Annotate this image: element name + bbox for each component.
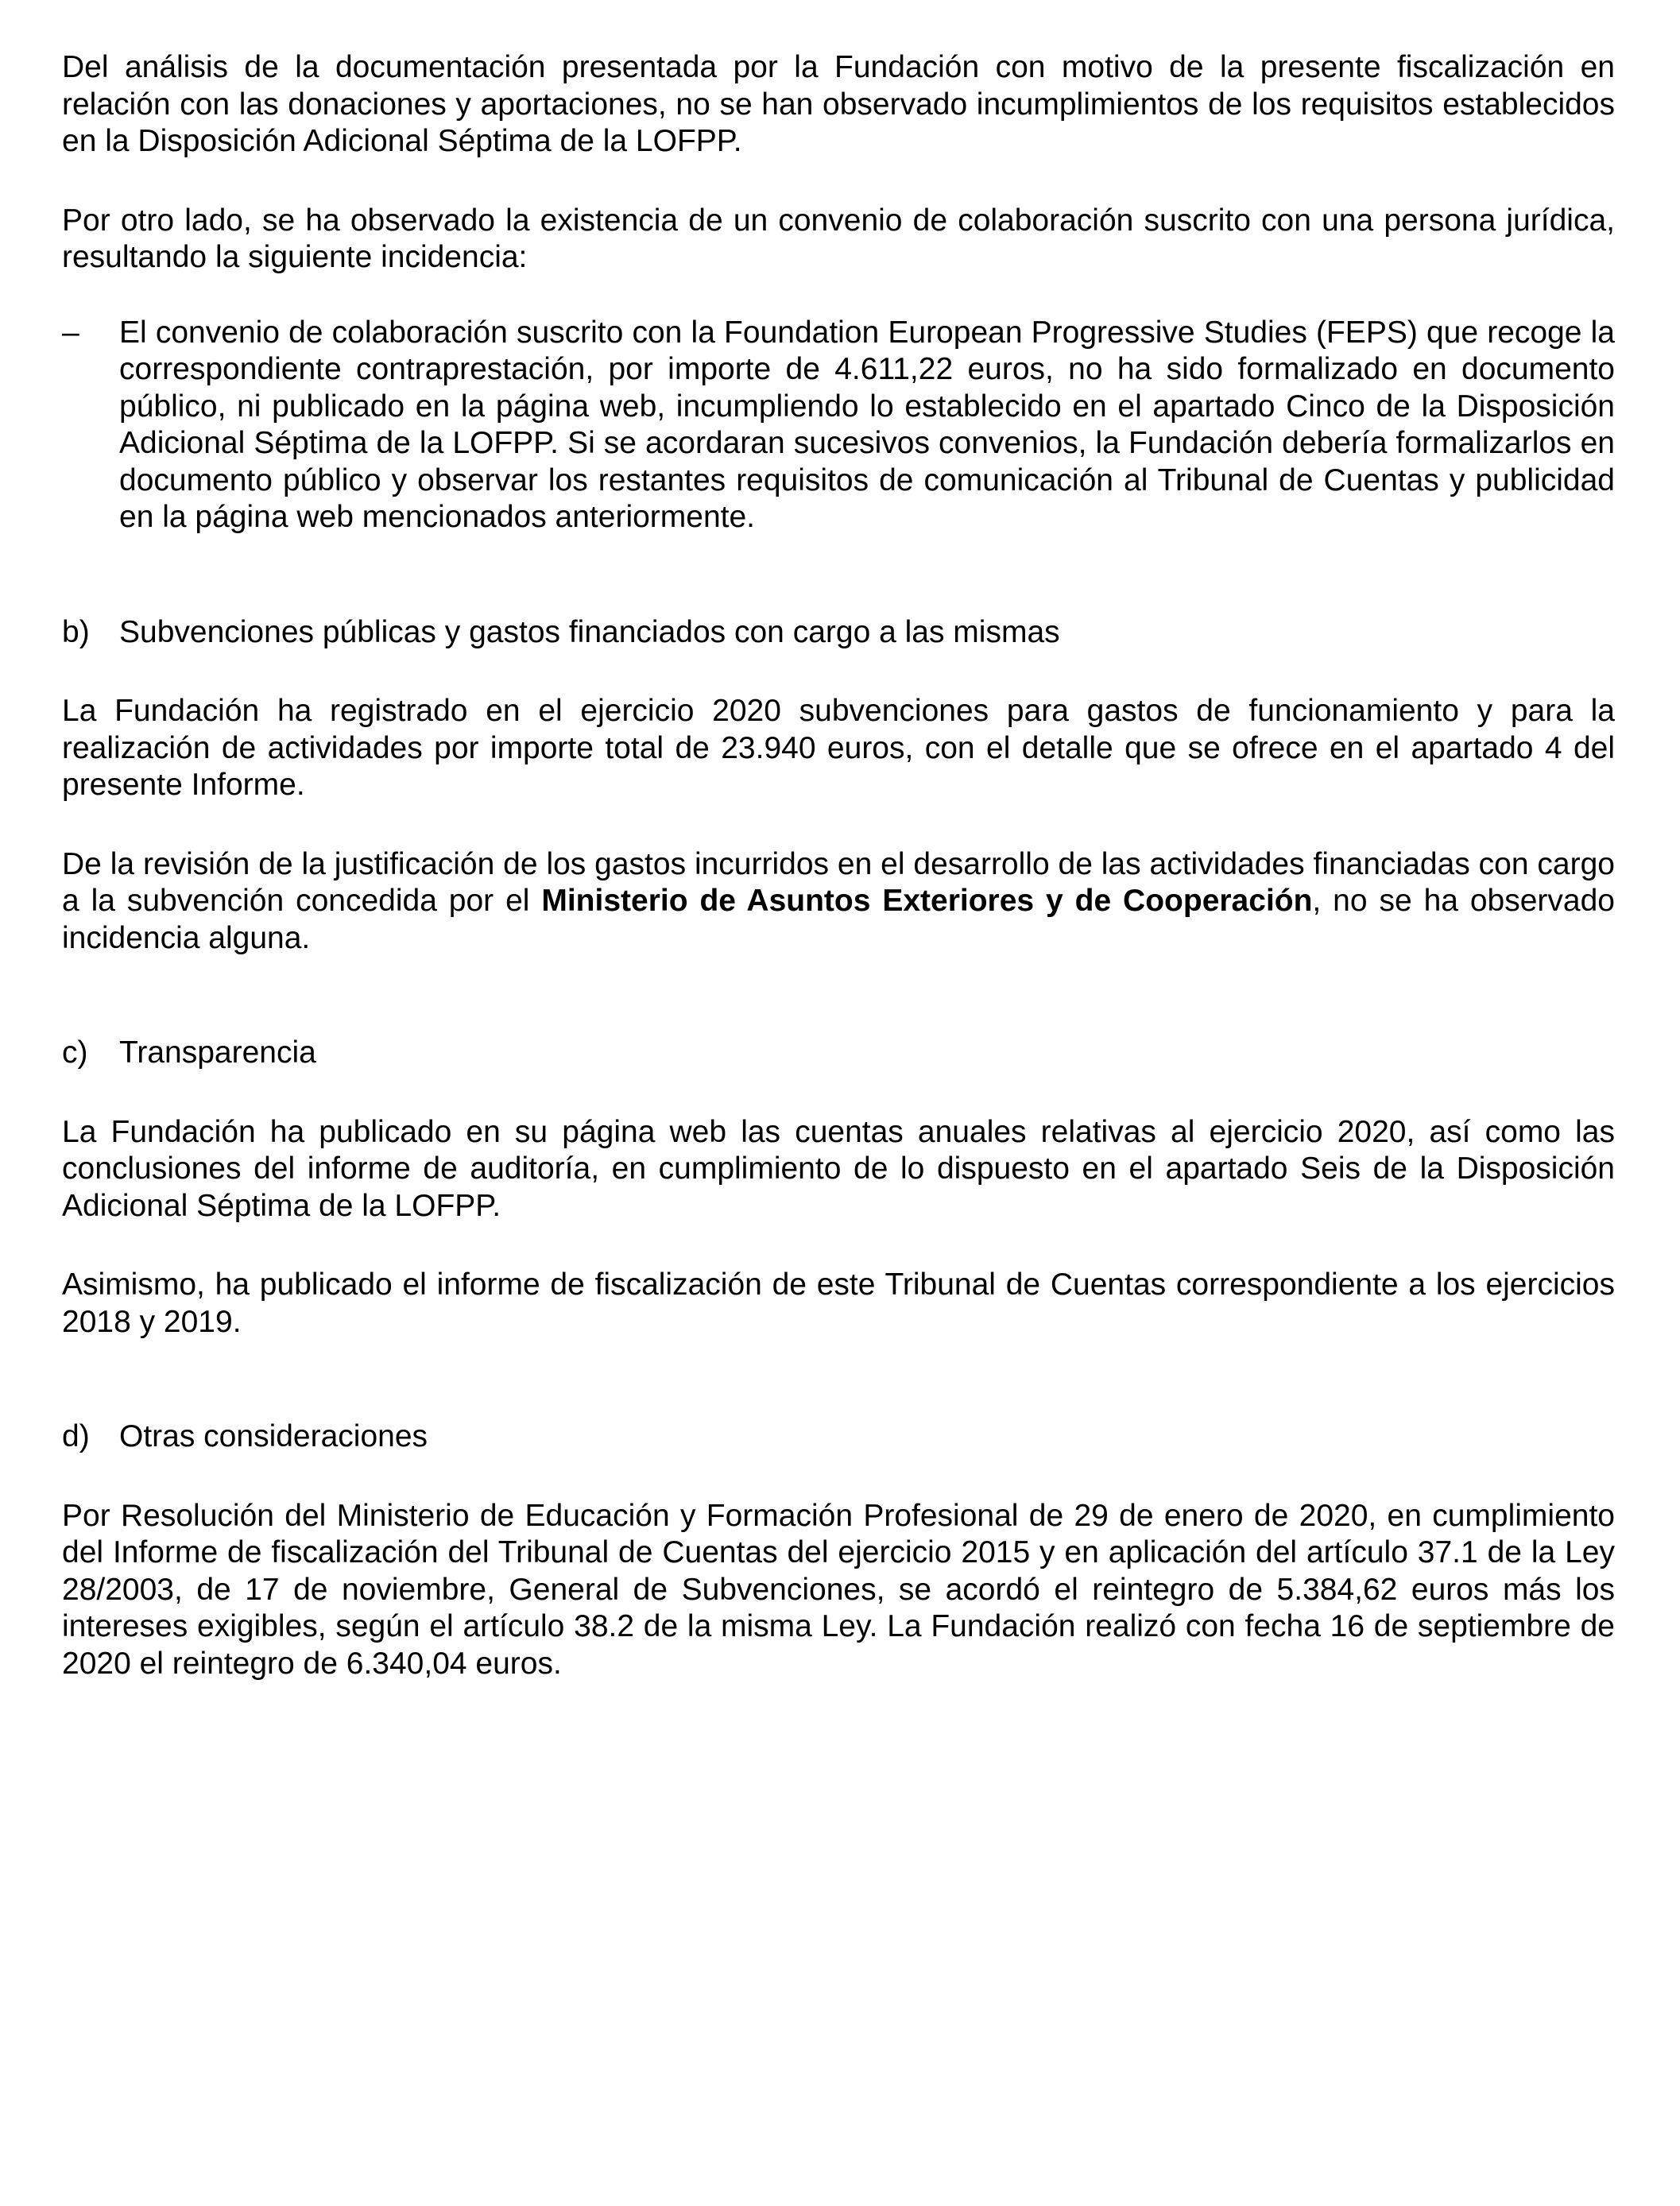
section-d-paragraph-refund: Por Resolución del Ministerio de Educación y Formación Profesional de 29 de enero de 2020, en cumplimiento del Informe de fiscalización del Tribunal de Cuentas del ejercicio 2015 y en aplicación del artículo 37.1 de la Ley 28/2003, de 17 de noviembre, General de Subvenciones, se acordó el reintegro de 5.384,62 euros más los intereses exigibles, según el artículo 38.2 de la misma Ley. La Fundación realizó con fecha 16 de septiembre de 2020 el reintegro de 6.340,04 euros. bbox=[62, 1498, 1615, 1681]
incidence-bullet bbox=[62, 315, 1615, 536]
section-c-paragraph-accounts: La Fundación ha publicado en su página web las cuentas anuales relativas al ejercicio 2020, así como las conclusiones del informe de auditoría, en cumplimiento de lo dispuesto en el apartado Seis de la Disposición Adicional Séptima de la LOFPP. bbox=[62, 1114, 1615, 1223]
section-b-review-text-end: , no se ha observado incidencia alguna. bbox=[62, 884, 1615, 955]
section-b-heading bbox=[62, 614, 1615, 652]
section-d-title: Otras consideraciones bbox=[119, 1419, 428, 1453]
incidence-bullet-text: El convenio de colaboración suscrito con la Foundation European Progressive Studies (FEPS) que recoge la correspondiente contraprestación, por importe de 4.611,22 euros, no ha sido formalizado en documento público, ni publicado en la página web, incumpliendo lo establecido en el apartado Cinco de la Disposición Adicional Séptima de la LOFPP. Si se acordaran sucesivos convenios, la Fundación debería formalizarlos en documento público y observar los restantes requisitos de comunicación al Tribunal de Cuentas y publicidad en la página web mencionados anteriormente. bbox=[119, 315, 1615, 534]
section-b-letter: b) bbox=[62, 614, 90, 649]
section-b-paragraph-review bbox=[62, 846, 1615, 958]
section-b-review-text-start: De la revisión de la justificación de los gastos incurridos en el desarrollo de las actividades financiadas con cargo a la subvención concedida por el bbox=[62, 846, 1615, 918]
section-c-title: Transparencia bbox=[119, 1035, 316, 1070]
document-page bbox=[62, 49, 1615, 1682]
section-b-title: Subvenciones públicas y gastos financiados con cargo a las mismas bbox=[119, 614, 1060, 649]
section-b-paragraph-subsidies: La Fundación ha registrado en el ejercicio 2020 subvenciones para gastos de funcionamiento y para la realización de actividades por importe total de 23.940 euros, con el detalle que se ofrece en el apartado 4 del presente Informe. bbox=[62, 694, 1615, 802]
ministry-name-bold: Ministerio de Asuntos Exteriores y de Cooperación bbox=[541, 884, 1313, 918]
section-c-letter: c) bbox=[62, 1035, 88, 1070]
section-c-paragraph-report: Asimismo, ha publicado el informe de fiscalización de este Tribunal de Cuentas correspondiente a los ejercicios 2018 y 2019. bbox=[62, 1267, 1615, 1339]
section-c-heading bbox=[62, 1035, 1615, 1072]
section-d-heading bbox=[62, 1418, 1615, 1456]
intro-paragraph-donations: Del análisis de la documentación presentada por la Fundación con motivo de la presente fiscalización en relación con las donaciones y aportaciones, no se han observado incumplimientos de los requisitos establecidos en la Disposición Adicional Séptima de la LOFPP. bbox=[62, 50, 1615, 158]
dash-bullet-marker: – bbox=[62, 315, 79, 350]
section-d-letter: d) bbox=[62, 1419, 90, 1453]
intro-paragraph-agreement: Por otro lado, se ha observado la existencia de un convenio de colaboración suscrito con una persona jurídica, resultando la siguiente incidencia: bbox=[62, 203, 1615, 274]
